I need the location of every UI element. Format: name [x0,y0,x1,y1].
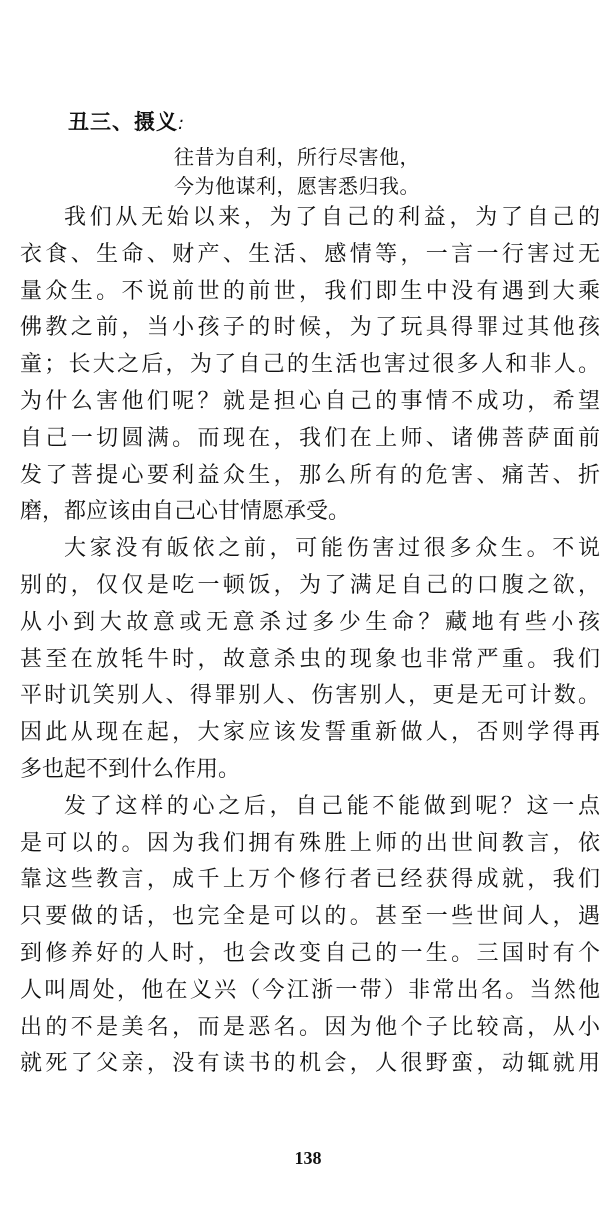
section-heading-colon: : [178,113,186,134]
text-line: 出的不是美名，而是恶名。因为他个子比较高，从小 [20,1014,600,1040]
text-line: 从小到大故意或无意杀过多少生命？藏地有些小孩 [20,609,600,635]
text-line: 靠这些教言，成千上万个修行者已经获得成就，我们 [20,867,600,893]
text-line: 多也起不到什么作用。 [20,756,241,782]
text-line: 因此从现在起，大家应该发誓重新做人，否则学得再 [20,720,600,746]
section-heading-label: 丑三、摄义 [68,110,178,134]
text-line: 到修养好的人时，也会改变自己的一生。三国时有个 [20,940,600,966]
text-line: 大家没有皈依之前，可能伤害过很多众生。不说 [64,536,600,562]
text-line: 甚至在放牦牛时，故意杀虫的现象也非常严重。我们 [20,646,600,672]
text-line: 只要做的话，也完全是可以的。甚至一些世间人，遇 [20,904,600,930]
text-line: 发了这样的心之后，自己能不能做到呢？这一点 [64,793,600,819]
text-line: 就死了父亲，没有读书的机会，人很野蛮，动辄就用 [20,1051,600,1077]
text-line: 磨，都应该由自己心甘情愿承受。 [20,499,351,525]
text-line: 童；长大之后，为了自己的生活也害过很多人和非人。 [20,352,600,378]
body-text [20,200,600,1083]
text-line: 为什么害他们呢？就是担心自己的事情不成功，希望 [20,388,600,414]
text-line: 量众生。不说前世的前世，我们即生中没有遇到大乘 [20,278,600,304]
text-line: 自己一切圆满。而现在，我们在上师、诸佛菩萨面前 [20,425,600,451]
text-line: 发了菩提心要利益众生，那么所有的危害、痛苦、折 [20,462,600,488]
page-number: 138 [294,1148,322,1168]
section-heading [68,107,185,139]
verse-line: 今为他谋利，愿害悉归我。 [174,174,420,198]
text-line: 衣食、生命、财产、生活、感情等，一言一行害过无 [20,241,600,267]
verse-line: 往昔为自利，所行尽害他， [174,145,420,169]
text-line: 别的，仅仅是吃一顿饭，为了满足自己的口腹之欲， [20,572,600,598]
text-line: 佛教之前，当小孩子的时候，为了玩具得罪过其他孩 [20,315,600,341]
text-line: 平时讥笑别人、得罪别人、伤害别人，更是无可计数。 [20,683,600,709]
text-line: 人叫周处，他在义兴（今江浙一带）非常出名。当然他 [20,977,600,1003]
text-line: 我们从无始以来，为了自己的利益，为了自己的 [64,205,600,230]
text-line: 是可以的。因为我们拥有殊胜上师的出世间教言，依 [20,830,600,856]
